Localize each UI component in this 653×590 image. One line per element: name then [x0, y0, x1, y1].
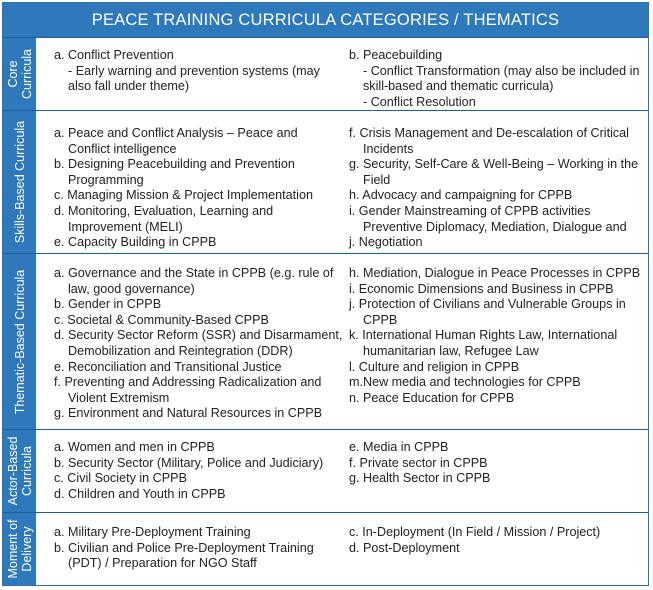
list-item: d. Security Sector Reform (SSR) and Disarmament,: [54, 328, 343, 343]
list-item: d. Children and Youth in CPPB: [54, 486, 226, 501]
row-header-line: Moment of: [5, 519, 20, 579]
list-item: e. Media in CPPB: [349, 440, 449, 454]
list-item: Improvement (MELI): [68, 219, 183, 234]
row-header-actor: [3, 430, 36, 512]
row-header-label: [6, 437, 34, 506]
left-column: [54, 266, 342, 422]
list-item: Incidents: [363, 141, 414, 156]
right-column: [349, 266, 640, 406]
list-item: l. Culture and religion in CPPB: [349, 359, 520, 374]
list-item: Preventive Diplomacy, Mediation, Dialogue and: [363, 219, 627, 234]
list-item: a. Women and men in CPPB: [54, 440, 215, 454]
list-item: b. Civilian and Police Pre-Deployment Training: [54, 540, 314, 555]
list-item: Demobilization and Reintegration (DDR): [68, 343, 293, 358]
row-header-thematic: [3, 254, 36, 429]
list-item: Programming: [68, 172, 144, 187]
row-header-label: Skills-Based Curricula: [12, 120, 27, 244]
list-item: - Early warning and prevention systems (may: [68, 63, 320, 78]
list-item: i. Gender Mainstreaming of CPPB activities: [349, 203, 591, 218]
list-item: f. Crisis Management and De-escalation of Critical: [349, 126, 629, 140]
list-item: a. Conflict Prevention: [54, 48, 174, 62]
row-skills-based-curricula: [3, 110, 648, 253]
list-item: b. Peacebuilding: [349, 48, 443, 62]
row-header-line: Curricula: [19, 446, 34, 497]
list-item: (PDT) / Preparation for NGO Staff: [68, 556, 257, 571]
right-column: [349, 126, 638, 251]
left-column: [54, 48, 320, 95]
list-item: i. Economic Dimensions and Business in CPPB: [349, 281, 614, 296]
row-moment-of-delivery: [3, 512, 648, 585]
list-item: g. Environment and Natural Resources in CPPB: [54, 406, 323, 421]
list-item: c. Societal & Community-Based CPPB: [54, 312, 269, 327]
list-item: j. Protection of Civilians and Vulnerable Groups in: [349, 297, 626, 312]
row-header-label: [6, 519, 34, 578]
list-item: c. Managing Mission & Project Implementation: [54, 188, 313, 203]
table-title: PEACE TRAINING CURRICULA CATEGORIES / THEMATICS: [3, 3, 648, 37]
left-column: [54, 126, 313, 251]
list-item: g. Health Sector in CPPB: [349, 471, 491, 486]
list-item: a. Peace and Conflict Analysis – Peace and: [54, 126, 298, 140]
row-header-skills: [3, 111, 36, 253]
list-item: c. In-Deployment (In Field / Mission / Project): [349, 525, 601, 539]
list-item: CPPB: [363, 312, 398, 327]
left-column: [54, 440, 323, 502]
list-item: a. Military Pre-Deployment Training: [54, 525, 251, 539]
list-item: f. Private sector in CPPB: [349, 455, 488, 470]
list-item: also fall under theme): [68, 79, 190, 94]
row-actor-based-curricula: [3, 429, 648, 512]
list-item: g. Security, Self-Care & Well-Being – Working in the: [349, 157, 639, 172]
list-item: b. Gender in CPPB: [54, 297, 162, 312]
right-column: [349, 48, 639, 110]
list-item: law, good governance): [68, 281, 195, 296]
list-item: b. Designing Peacebuilding and Prevention: [54, 157, 295, 172]
list-item: - Conflict Transformation (may also be included in: [363, 63, 640, 78]
list-item: humanitarian law, Refugee Law: [363, 343, 539, 358]
row-core-curricula: [3, 37, 648, 110]
right-column: [349, 525, 600, 556]
list-item: Violent Extremism: [68, 390, 170, 405]
list-item: e. Capacity Building in CPPB: [54, 235, 217, 250]
list-item: d. Monitoring, Evaluation, Learning and: [54, 203, 274, 218]
list-item: - Conflict Resolution: [363, 94, 476, 109]
left-column: [54, 525, 314, 572]
list-item: Conflict intelligence: [68, 141, 177, 156]
row-header-line: Curricula: [19, 48, 34, 100]
right-column: [349, 440, 490, 487]
row-header-core: [3, 38, 36, 110]
list-item: n. Peace Education for CPPB: [349, 390, 515, 405]
list-item: e. Reconciliation and Transitional Justice: [54, 359, 282, 374]
list-item: skill-based and thematic curricula): [363, 79, 554, 94]
row-thematic-based-curricula: [3, 253, 648, 429]
list-item: d. Post-Deployment: [349, 540, 460, 555]
row-header-line: Delivery: [19, 526, 34, 572]
row-header-label: [6, 49, 34, 99]
row-header-label: Thematic-Based Curricula: [12, 269, 27, 414]
row-header-delivery: [3, 513, 36, 585]
list-item: f. Preventing and Addressing Radicalization and: [54, 375, 322, 390]
row-header-line: Core: [5, 60, 20, 88]
curricula-table: [2, 2, 649, 586]
list-item: Field: [363, 172, 391, 187]
list-item: j. Negotiation: [349, 235, 423, 250]
list-item: c. Civil Society in CPPB: [54, 471, 187, 486]
row-header-line: Actor-Based: [5, 436, 20, 506]
list-item: a. Governance and the State in CPPB (e.g. rule of: [54, 266, 334, 280]
list-item: k. International Human Rights Law, International: [349, 328, 618, 343]
list-item: h. Mediation, Dialogue in Peace Processes in CPPB: [349, 266, 641, 280]
list-item: h. Advocacy and campaigning for CPPB: [349, 188, 573, 203]
list-item: m.New media and technologies for CPPB: [349, 375, 581, 390]
list-item: b. Security Sector (Military, Police and Judiciary): [54, 455, 324, 470]
